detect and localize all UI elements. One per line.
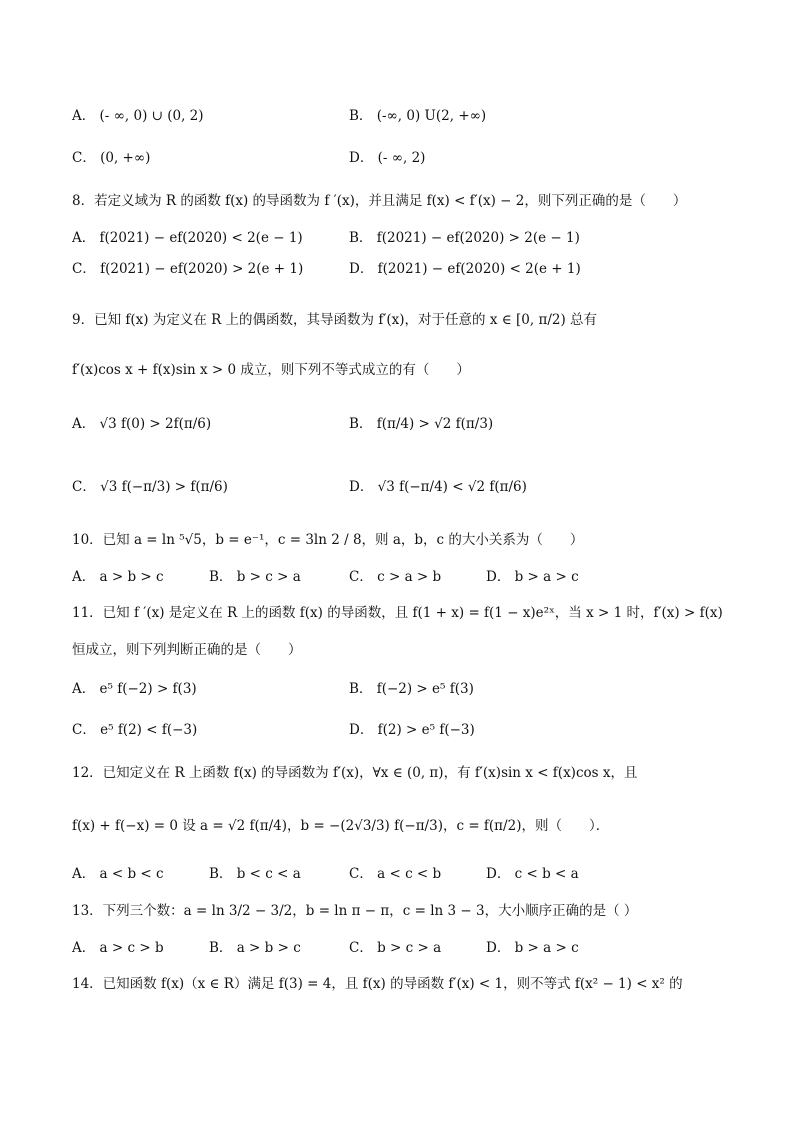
q13-option-b: B． a > b > c xyxy=(209,940,301,956)
q7-option-c: C． (0, +∞) xyxy=(72,150,151,166)
q8-option-a: A． f(2021) − ef(2020) < 2(e − 1) xyxy=(72,230,303,246)
q8-option-c: C． f(2021) − ef(2020) > 2(e + 1) xyxy=(72,261,304,277)
q9-option-b: B． f(π/4) > √2 f(π/3) xyxy=(349,416,494,432)
q13-stem: 13．下列三个数：a = ln 3/2 − 3/2，b = ln π − π，c = ln 3 − 3，大小顺序正确的是（ ） xyxy=(72,903,638,919)
q13-option-a: A． a > c > b xyxy=(72,940,164,956)
q13-option-c: C． b > c > a xyxy=(349,940,442,956)
q7-option-a: A． (- ∞, 0) ∪ (0, 2) xyxy=(72,108,204,124)
q10-stem: 10．已知 a = ln ⁵√5，b = e⁻¹，c = 3ln 2 / 8，则 a，b，c 的大小关系为（ ） xyxy=(72,532,584,548)
q11-stem-line2: 恒成立，则下列判断正确的是（ ） xyxy=(72,642,302,658)
q11-option-a: A． e⁵ f(−2) > f(3) xyxy=(72,681,197,697)
q10-option-c: C． c > a > b xyxy=(349,569,442,585)
q12-option-d: D． c < b < a xyxy=(486,866,579,882)
q9-stem-line2: f′(x)cos x + f(x)sin x > 0 成立，则下列不等式成立的有（ ） xyxy=(72,362,470,378)
q12-stem-line2: f(x) + f(−x) = 0 设 a = √2 f(π/4)，b = −(2√3/3) f(−π/3)，c = f(π/2)，则（ ）． xyxy=(72,818,610,834)
q14-stem: 14．已知函数 f(x)（x ∈ R）满足 f(3) = 4，且 f(x) 的导函数 f′(x) < 1，则不等式 f(x² − 1) < x² 的 xyxy=(72,976,683,992)
q10-option-d: D． b > a > c xyxy=(486,569,579,585)
q13-option-d: D． b > a > c xyxy=(486,940,579,956)
q12-stem-line1: 12．已知定义在 R 上函数 f(x) 的导函数为 f′(x)，∀x ∈ (0, π)，有 f′(x)sin x < f(x)cos x，且 xyxy=(72,765,638,781)
q11-option-b: B． f(−2) > e⁵ f(3) xyxy=(349,681,474,697)
q10-option-b: B． b > c > a xyxy=(209,569,301,585)
q7-option-b: B． (-∞, 0) U(2, +∞) xyxy=(349,108,487,124)
q8-stem: 8．若定义域为 R 的函数 f(x) 的导函数为 f ′(x)，并且满足 f(x) < f′(x) − 2，则下列正确的是（ ） xyxy=(72,193,687,209)
q10-option-a: A． a > b > c xyxy=(72,569,164,585)
q7-option-d: D． (- ∞, 2) xyxy=(349,150,426,166)
q12-option-c: C． a < c < b xyxy=(349,866,442,882)
q8-option-b: B． f(2021) − ef(2020) > 2(e − 1) xyxy=(349,230,580,246)
q9-option-d: D． √3 f(−π/4) < √2 f(π/6) xyxy=(349,479,527,495)
q11-option-c: C． e⁵ f(2) < f(−3) xyxy=(72,722,198,738)
q9-option-a: A． √3 f(0) > 2f(π/6) xyxy=(72,416,212,432)
q8-option-d: D． f(2021) − ef(2020) < 2(e + 1) xyxy=(349,261,581,277)
q9-option-c: C． √3 f(−π/3) > f(π/6) xyxy=(72,479,228,495)
q11-option-d: D． f(2) > e⁵ f(−3) xyxy=(349,722,475,738)
q12-option-b: B． b < c < a xyxy=(209,866,301,882)
q12-option-a: A． a < b < c xyxy=(72,866,164,882)
q11-stem-line1: 11．已知 f ′(x) 是定义在 R 上的函数 f(x) 的导函数，且 f(1 + x) = f(1 − x)e²ˣ，当 x > 1 时，f′(x) > f(x) xyxy=(72,605,723,621)
q9-stem-line1: 9．已知 f(x) 为定义在 R 上的偶函数，其导函数为 f′(x)，对于任意的 x ∈ [0, π/2) 总有 xyxy=(72,312,598,328)
